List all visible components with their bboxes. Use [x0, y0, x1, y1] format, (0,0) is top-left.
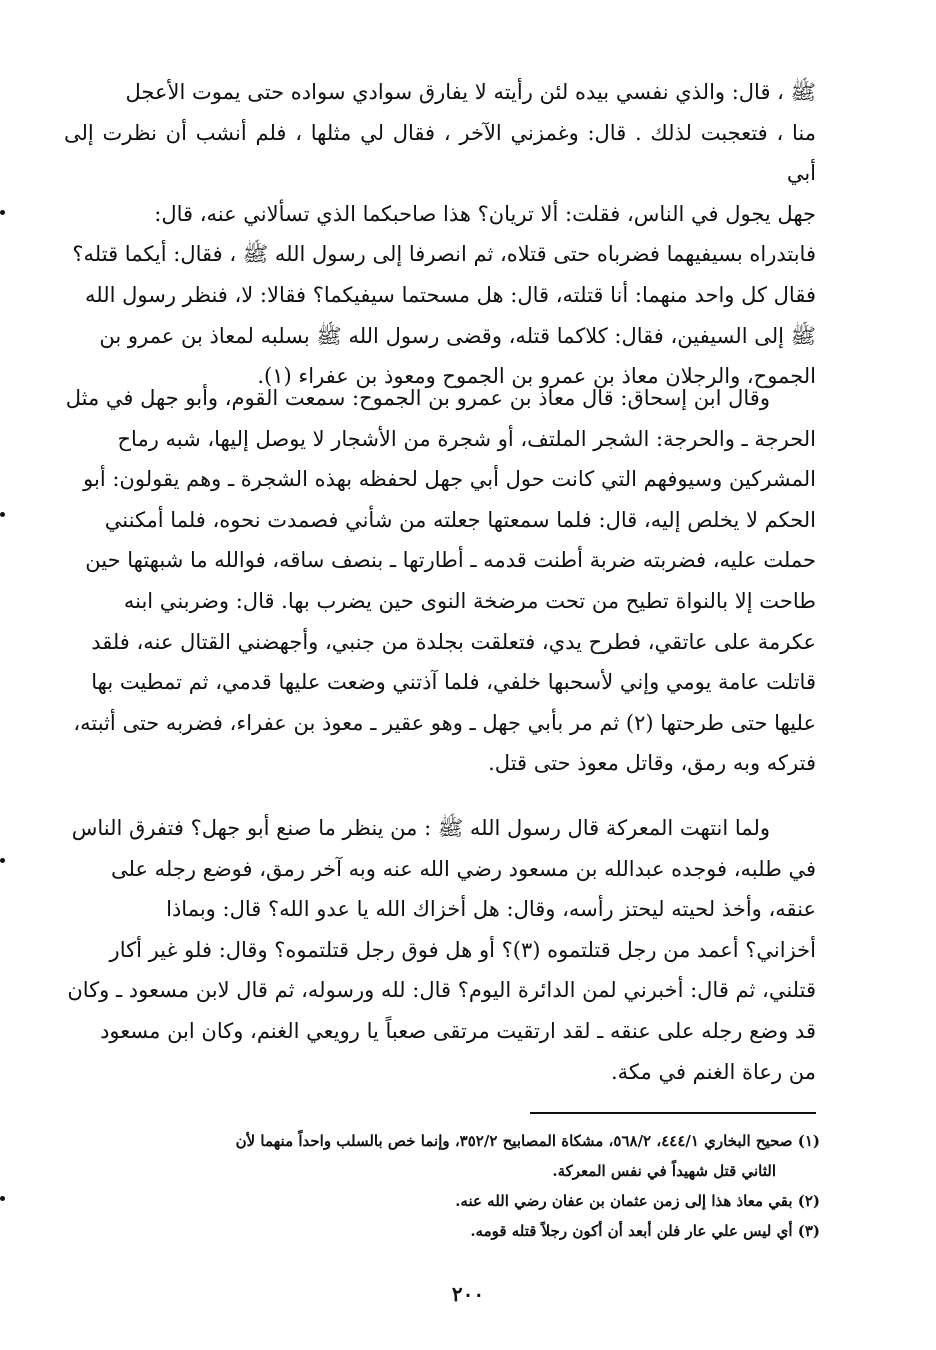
text-line: فقال كل واحد منهما: أنا قتلته، قال: هل مسحتما سيفيكما؟ فقالا: لا، فنظر رسول الله [85, 282, 816, 307]
scan-mark [0, 1196, 5, 1201]
text-line: من رعاة الغنم في مكة. [610, 1059, 816, 1084]
footnote-1: (١) صحيح البخاري ٤٤٤/١، ٥٦٨/٢، مشكاة المصابيح ٣٥٢/٢، وإنما خص بالسلب واحداً منهما لأن [235, 1132, 820, 1150]
scan-mark [0, 210, 5, 215]
text-line: الحكم لا يخلص إليه، قال: فلما سمعتها جعلته من شأني فصمدت نحوه، فلما أمكنني [104, 507, 816, 532]
footnotes [60, 1126, 820, 1246]
footnote-1-continuation: الثاني قتل شهيداً في نفس المعركة. [552, 1162, 776, 1180]
text-line: عليها حتى طرحتها (٢) ثم مر بأبي جهل ـ وهو عقير ـ معوذ بن عفراء، فضربه حتى أثبته، [73, 710, 816, 735]
text-line: عكرمة على عاتقي، فطرح يدي، فتعلقت بجلدة من جنبي، وأجهضني القتال عنه، فلقد [91, 629, 816, 654]
text-line: ولما انتهت المعركة قال رسول الله ﷺ : من ينظر ما صنع أبو جهل؟ فتفرق الناس [71, 816, 770, 840]
text-line: ﷺ إلى السيفين، فقال: كلاكما قتله، وقضى رسول الله ﷺ بسلبه لمعاذ بن عمرو بن [99, 323, 816, 348]
text-line: ﷺ ، قال: والذي نفسي بيده لئن رأيته لا يفارق سوادي سواده حتى يموت الأعجل [125, 80, 816, 104]
text-line: قتلني، ثم قال: أخبرني لمن الدائرة اليوم؟ قال: لله ورسوله، ثم قال لابن مسعود ـ وكان [67, 978, 816, 1003]
text-line: فتركه وبه رمق، وقاتل معوذ حتى قتل. [488, 751, 816, 776]
text-line: وقال ابن إسحاق: قال معاذ بن عمرو بن الجموح: سمعت القوم، وأبو جهل في مثل [65, 386, 770, 410]
text-line: حملت عليه، فضربته ضربة أطنت قدمه ـ أطارتها ـ بنصف ساقه، فوالله ما شبهتها حين [85, 548, 816, 573]
footnote-divider [530, 1112, 816, 1114]
text-line: في طلبه، فوجده عبدالله بن مسعود رضي الله عنه وبه آخر رمق، فوضع رجله على [111, 856, 816, 881]
paragraph-2 [64, 378, 816, 784]
text-line: قاتلت عامة يومي وإني لأسحبها خلفي، فلما آذتني وضعت عليها قدمي، ثم تمطيت بها [91, 670, 816, 695]
text-line: طاحت إلا بالنواة تطيح من تحت مرضخة النوى حين يضرب بها. قال: وضربني ابنه [123, 588, 816, 613]
text-line: عنقه، وأخذ لحيته ليحتز رأسه، وقال: هل أخزاك الله يا عدو الله؟ قال: وبماذا [166, 897, 816, 922]
paragraph-3 [64, 808, 816, 1092]
footnote-3: (٣) أي ليس علي عار فلن أبعد أن أكون رجلاً قتله قومه. [470, 1222, 820, 1240]
scan-mark [0, 512, 5, 517]
text-line: المشركين وسيوفهم التي كانت حول أبي جهل لحفظه بهذه الشجرة ـ وهم يقولون: أبو [83, 467, 816, 492]
text-line: منا ، فتعجبت لذلك . قال: وغمزني الآخر ، فقال لي مثلها ، فلم أنشب أن نظرت إلى أبي [64, 120, 816, 186]
text-line: جهل يجول في الناس، فقلت: ألا تريان؟ هذا صاحبكما الذي تسألاني عنه، قال: [154, 201, 816, 226]
text-line: الحرجة ـ والحرجة: الشجر الملتف، أو شجرة من الأشجار لا يوصل إليها، شبه رماح [117, 426, 816, 451]
footnote-2: (٢) بقي معاذ هذا إلى زمن عثمان بن عفان رضي الله عنه. [455, 1192, 820, 1210]
text-line: الجموح، والرجلان معاذ بن عمرو بن الجموح ومعوذ بن عفراء (١). [257, 364, 816, 389]
scan-mark [0, 858, 5, 863]
page-number: ٢٠٠ [451, 1282, 485, 1306]
paragraph-1 [64, 72, 816, 397]
text-line: أخزاني؟ أعمد من رجل قتلتموه (٣)؟ أو هل فوق رجل قتلتموه؟ وقال: فلو غير أكار [109, 937, 816, 962]
text-line: قد وضع رجله على عنقه ـ لقد ارتقيت مرتقى صعباً يا رويعي الغنم، وكان ابن مسعود [100, 1018, 816, 1043]
text-line: فابتدراه بسيفيهما فضرباه حتى قتلاه، ثم انصرفا إلى رسول الله ﷺ ، فقال: أيكما قتله؟ [72, 242, 816, 267]
